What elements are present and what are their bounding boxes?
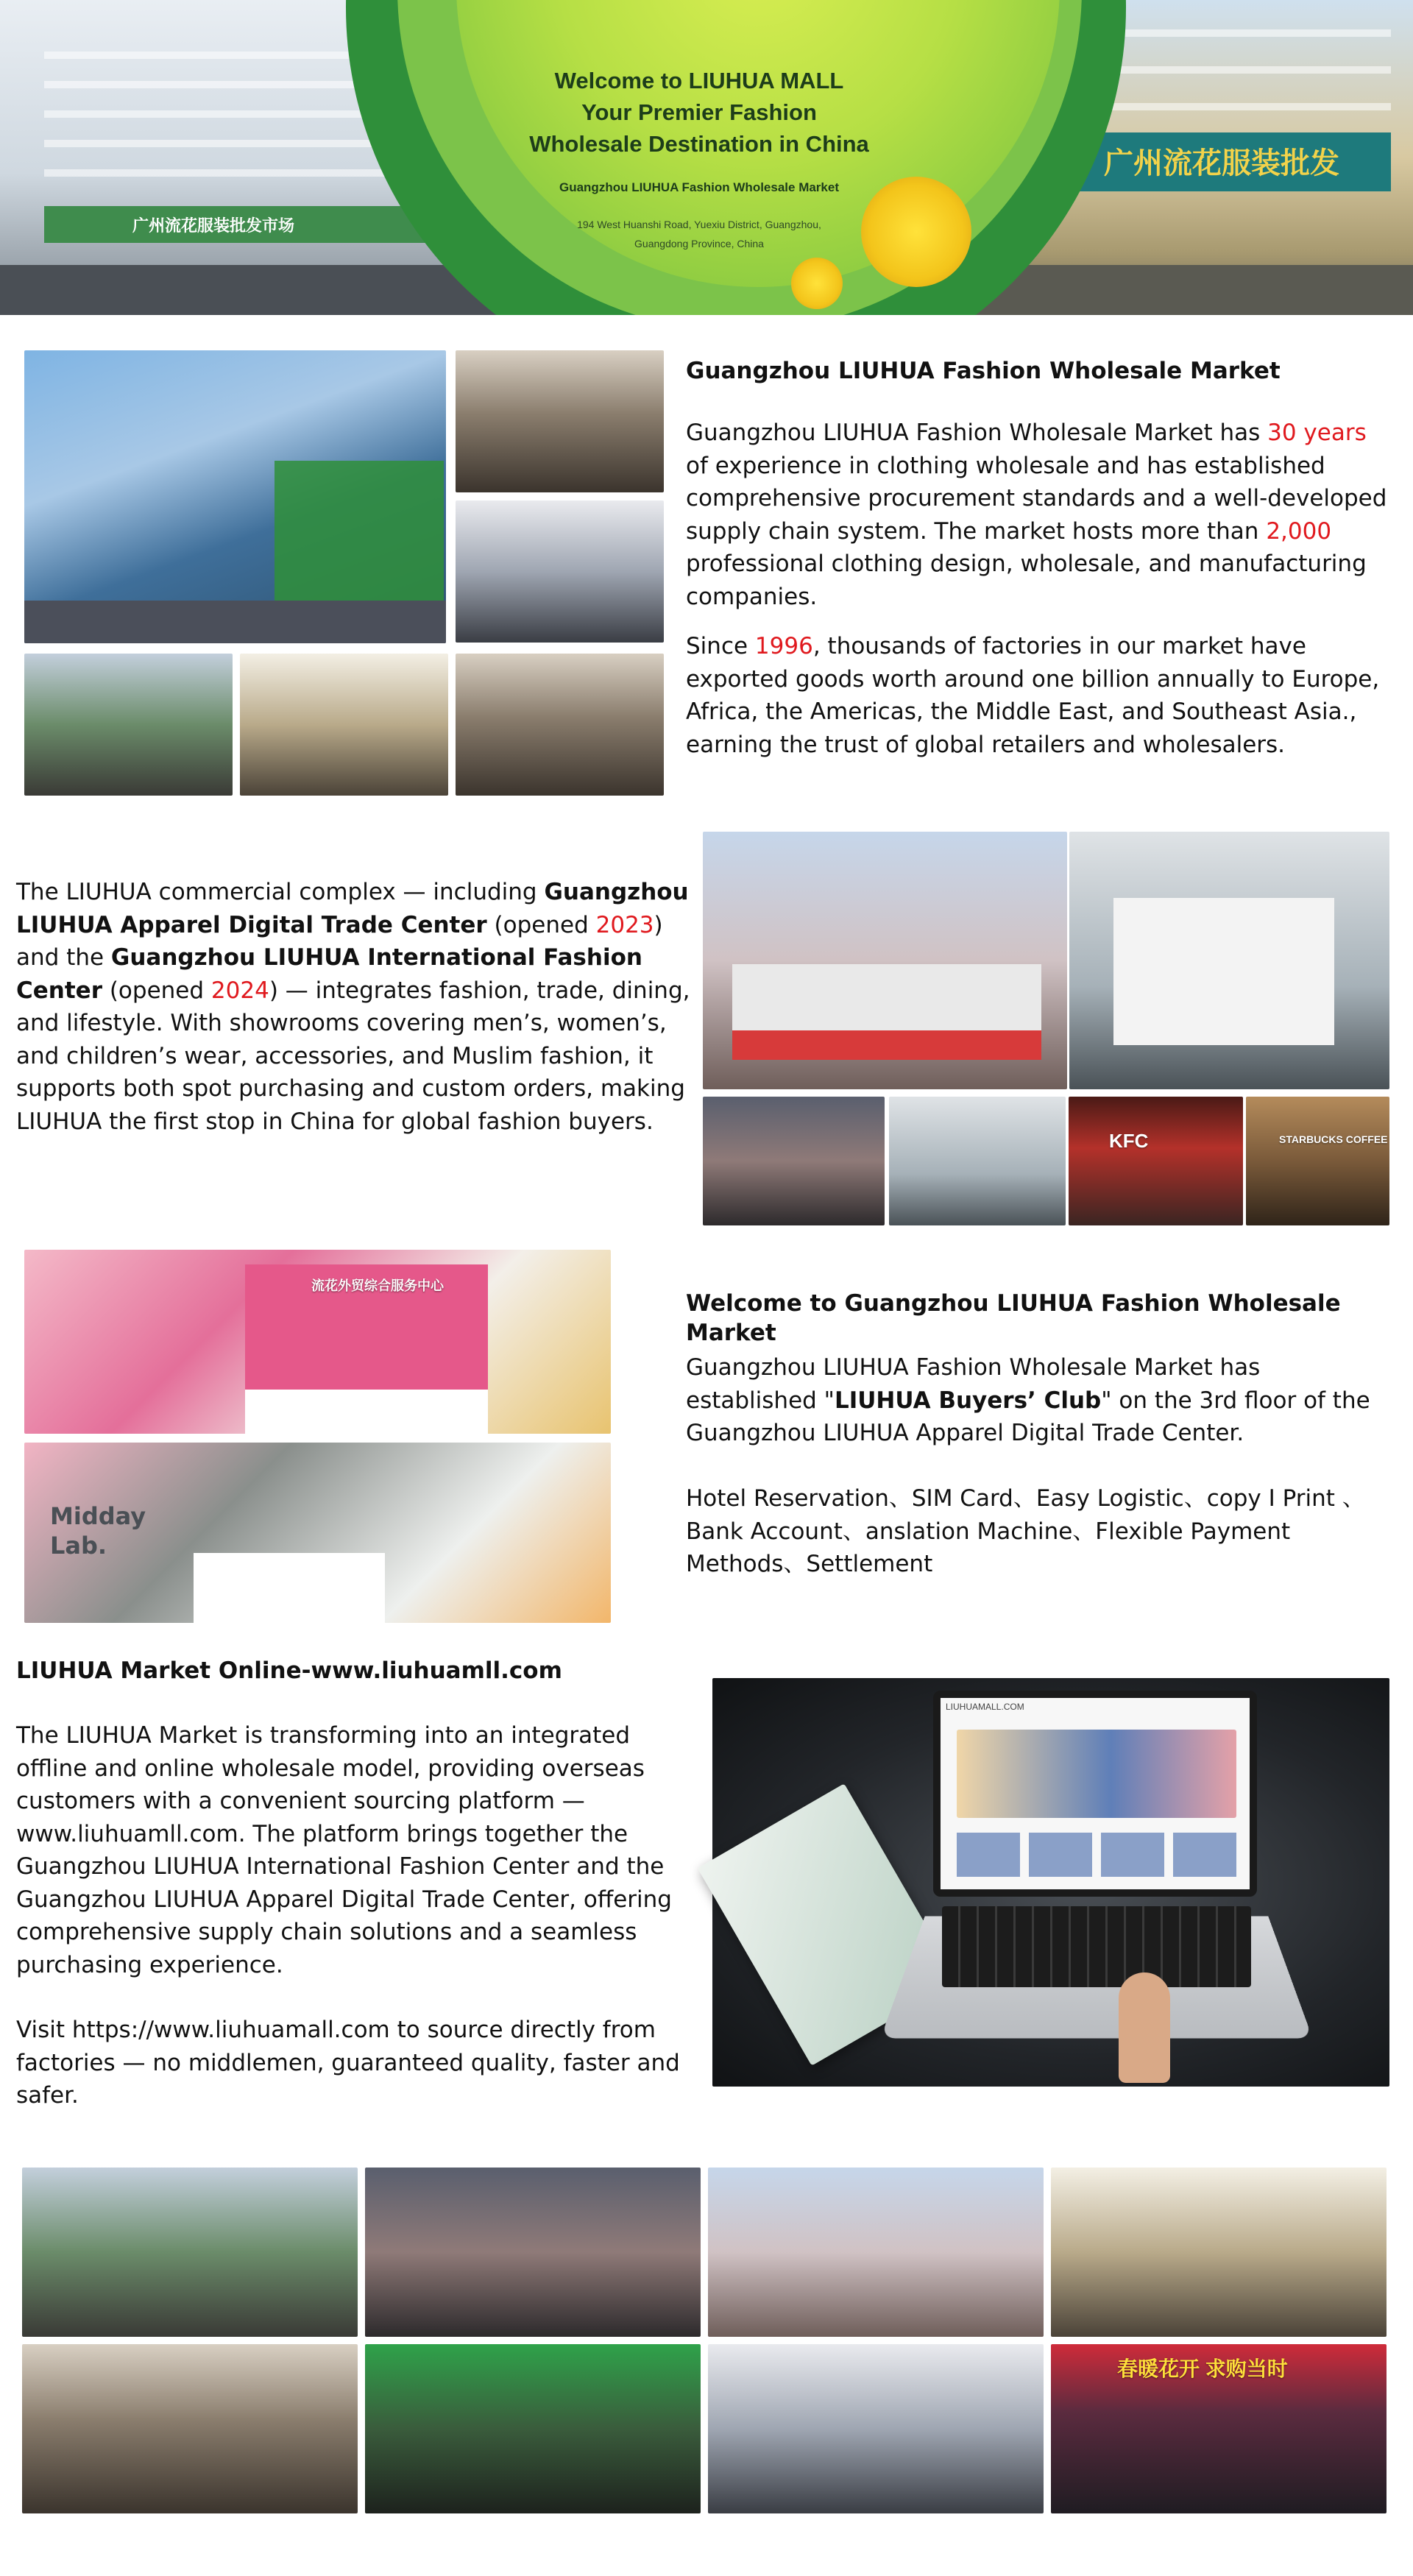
- clothing-store-photo: [703, 1097, 885, 1225]
- gallery-photo-2: [365, 2168, 701, 2337]
- starbucks-photo: STARBUCKS COFFEE: [1246, 1097, 1389, 1225]
- fashion-center-photo: [1069, 832, 1389, 1089]
- midday-lab-sign: Midday Lab.: [50, 1502, 146, 1560]
- kfc-photo: KFC: [1069, 1097, 1243, 1225]
- laptop-keyboard: [942, 1906, 1251, 1987]
- gallery-photo-6: [365, 2344, 701, 2513]
- gallery-photo-4: [1051, 2168, 1387, 2337]
- section2-paragraph: The LIUHUA commercial complex — including Guangzhou LIUHUA Apparel Digital Trade Center (opened 2023) and the Guangzhou LIUHUA International Fashion Center (opened 2024) — integrates fashion, trade, dining, and lifestyle. With showrooms covering men’s, women’s, and children’s wear, accessories, and Muslim fashion, it supports both spot purchasing and custom orders, making LIUHUA the first stop in China for global fashion buyers.: [16, 879, 690, 1135]
- hero-subtitle: Guangzhou LIUHUA Fashion Wholesale Market: [559, 180, 839, 194]
- hero-right-sign: 广州流花服装批发: [1104, 146, 1339, 180]
- laptop-site-products: [957, 1833, 1236, 1877]
- shoppers-photo-1: [456, 350, 664, 492]
- gallery-photo-3: [708, 2168, 1044, 2337]
- store-visit-photo: [240, 654, 448, 796]
- gallery-photo-8: 春暖花开 求购当时: [1051, 2344, 1387, 2513]
- shop-interior-photo: [456, 500, 664, 643]
- digital-trade-center-photo: [703, 832, 1067, 1089]
- section4-paragraph-2: Visit https://www.liuhuamall.com to source directly from factories — no middlemen, guaranteed quality, faster and safer.: [16, 2017, 680, 2109]
- hero-address: 194 West Huanshi Road, Yuexiu District, Guangzhou, Guangdong Province, China: [577, 219, 821, 250]
- gallery-photo-7: [708, 2344, 1044, 2513]
- buyers-club-lounge-photo: 流花外贸综合服务中心: [24, 1250, 611, 1434]
- section1-heading: Guangzhou LIUHUA Fashion Wholesale Market: [686, 358, 1281, 384]
- section1-paragraph-1: Guangzhou LIUHUA Fashion Wholesale Market has 30 years of experience in clothing wholesale and has established comprehensive procurement standards and a well-developed supply chain system. The market hosts more than 2,000 professional clothing design, wholesale, and manufacturing companies.: [686, 420, 1387, 610]
- peony-flower-icon: [861, 177, 971, 287]
- section1-paragraph-2: Since 1996, thousands of factories in our market have exported goods worth around one billion annually to Europe, Africa, the Americas, the Middle East, and Southeast Asia., earning the trust of global retailers and wholesalers.: [686, 633, 1380, 758]
- hero-banner: [0, 0, 1413, 315]
- street-shoppers-photo: [24, 654, 233, 796]
- gallery-photo-1: [22, 2168, 358, 2337]
- gallery-photo-5: [22, 2344, 358, 2513]
- hand-shape: [1119, 1972, 1170, 2083]
- hero-left-sign: 广州流花服装批发市场: [44, 206, 456, 243]
- market-building-photo: [24, 350, 446, 643]
- flower-bud-icon: [791, 258, 843, 309]
- laptop-site-title: LIUHUAMALL.COM: [946, 1702, 1024, 1712]
- midday-lab-photo: [24, 1443, 611, 1623]
- section4-heading: LIUHUA Market Online-www.liuhuamll.com: [16, 1657, 562, 1684]
- section3-paragraph-1: Guangzhou LIUHUA Fashion Wholesale Market has established "LIUHUA Buyers’ Club" on the 3rd floor of the Guangzhou LIUHUA Apparel Digital Trade Center.: [686, 1354, 1370, 1446]
- hero-title: Welcome to LIUHUA MALL Your Premier Fashion Wholesale Destination in China: [529, 68, 869, 157]
- section4-paragraph-1: The LIUHUA Market is transforming into an integrated offline and online wholesale model, providing overseas customers with a convenient sourcing platform — www.liuhuamll.com. The platform brings together the Guangzhou LIUHUA International Fashion Center and the Guangzhou LIUHUA Apparel Digital Trade Center, offering comprehensive supply chain solutions and a seamless purchasing experience.: [16, 1722, 672, 1978]
- laptop-site-banner: [957, 1730, 1236, 1818]
- escalator-photo: [889, 1097, 1066, 1225]
- shoppers-photo-2: [456, 654, 664, 796]
- section3-services-list: Hotel Reservation、SIM Card、Easy Logistic、copy I Print 、Bank Account、anslation Machine、Flexible Payment Methods、Settlement: [686, 1485, 1365, 1577]
- section3-heading: Welcome to Guangzhou LIUHUA Fashion Wholesale Market: [686, 1290, 1341, 1346]
